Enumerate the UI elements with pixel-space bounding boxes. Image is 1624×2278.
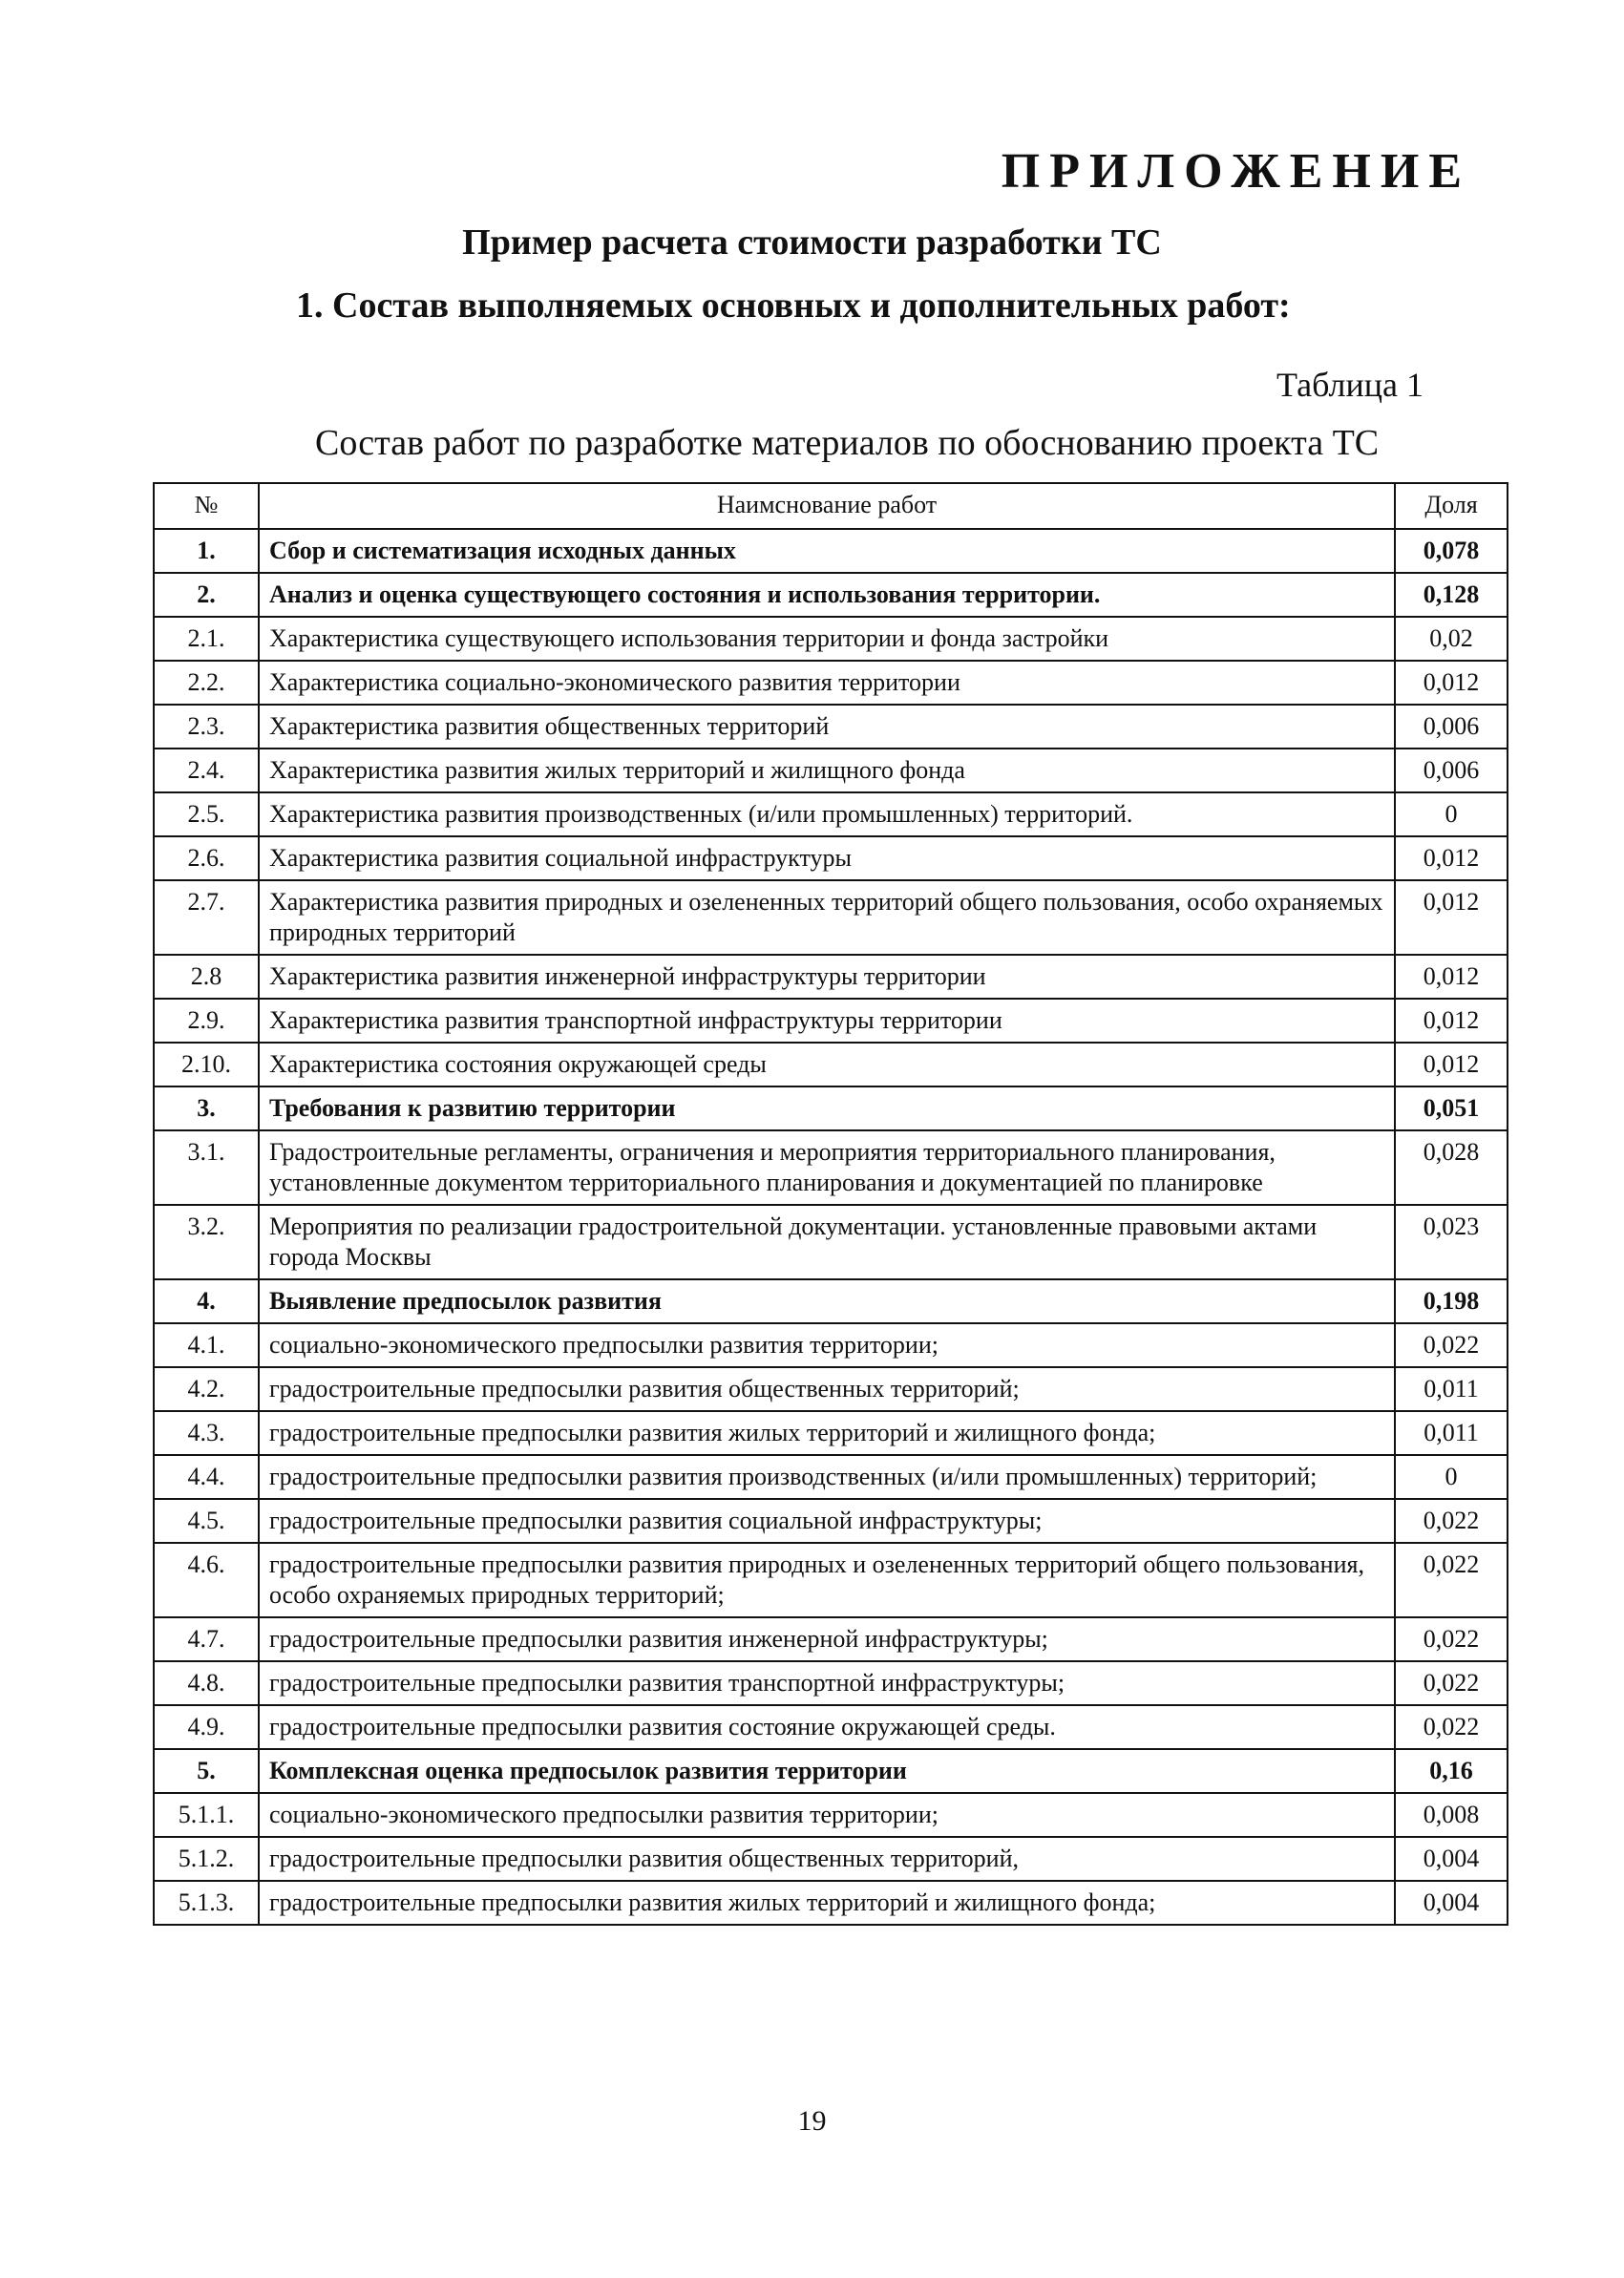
table-row [154, 1793, 1508, 1837]
row-share-cell: 0,022 [1395, 1661, 1508, 1705]
row-number-cell: 5. [154, 1749, 259, 1793]
row-name-cell: Характеристика развития производственных (и/или промышленных) территорий. [259, 792, 1395, 836]
row-share-cell: 0,02 [1395, 617, 1508, 661]
row-name-cell: градостроительные предпосылки развития транспортной инфраструктуры; [259, 1661, 1395, 1705]
table-row [154, 1617, 1508, 1661]
row-name-cell: градостроительные предпосылки развития социальной инфраструктуры; [259, 1499, 1395, 1543]
row-name-cell: Характеристика развития инженерной инфраструктуры территории [259, 955, 1395, 999]
row-share-cell: 0 [1395, 792, 1508, 836]
row-share-cell: 0,022 [1395, 1705, 1508, 1749]
row-name-cell: Градостроительные регламенты, ограничения и мероприятия территориального планирования, установленные документом территориального планирования и документацией по планировке [259, 1130, 1395, 1205]
row-share-cell: 0,022 [1395, 1499, 1508, 1543]
row-number-cell: 5.1.2. [154, 1837, 259, 1881]
row-share-cell: 0,028 [1395, 1130, 1508, 1205]
table-row [154, 1543, 1508, 1617]
page-number: 19 [797, 2105, 827, 2137]
table-row [154, 1279, 1508, 1323]
row-share-cell: 0,012 [1395, 880, 1508, 955]
row-number-cell: 1. [154, 529, 259, 573]
table-row [154, 1499, 1508, 1543]
table-number: Таблица 1 [1276, 366, 1424, 404]
row-number-cell: 4.5. [154, 1499, 259, 1543]
table-row [154, 529, 1508, 573]
row-name-cell: Характеристика состояния окружающей среды [259, 1043, 1395, 1086]
row-name-cell: Сбор и систематизация исходных данных [259, 529, 1395, 573]
row-name-cell: социально-экономического предпосылки развития территории; [259, 1323, 1395, 1367]
row-name-cell: Характеристика развития общественных территорий [259, 705, 1395, 749]
row-share-cell: 0,198 [1395, 1279, 1508, 1323]
row-name-cell: градостроительные предпосылки развития общественных территорий; [259, 1367, 1395, 1411]
row-number-cell: 4.3. [154, 1411, 259, 1455]
row-number-cell: 2.9. [154, 999, 259, 1043]
row-share-cell: 0,022 [1395, 1543, 1508, 1617]
row-name-cell: Характеристика развития транспортной инфраструктуры территории [259, 999, 1395, 1043]
row-share-cell: 0,022 [1395, 1323, 1508, 1367]
row-name-cell: градостроительные предпосылки развития жилых территорий и жилищного фонда; [259, 1411, 1395, 1455]
table-row [154, 661, 1508, 705]
table-row [154, 749, 1508, 792]
table-row [154, 1881, 1508, 1925]
table-row [154, 1411, 1508, 1455]
row-number-cell: 5.1.1. [154, 1793, 259, 1837]
row-share-cell: 0,004 [1395, 1881, 1508, 1925]
table-row [154, 1837, 1508, 1881]
row-share-cell: 0,006 [1395, 705, 1508, 749]
table-row [154, 1205, 1508, 1279]
table-row [154, 880, 1508, 955]
row-number-cell: 4.4. [154, 1455, 259, 1499]
table-row [154, 1130, 1508, 1205]
row-share-cell: 0,078 [1395, 529, 1508, 573]
table-row [154, 705, 1508, 749]
column-header-number: № [154, 483, 259, 529]
table-row [154, 1043, 1508, 1086]
table-row [154, 573, 1508, 617]
column-header-name: Наимснование работ [259, 483, 1395, 529]
row-share-cell: 0,012 [1395, 999, 1508, 1043]
row-name-cell: градостроительные предпосылки развития общественных территорий, [259, 1837, 1395, 1881]
table-row [154, 1323, 1508, 1367]
table-row [154, 792, 1508, 836]
row-share-cell: 0,012 [1395, 836, 1508, 880]
table-row [154, 1455, 1508, 1499]
row-share-cell: 0,004 [1395, 1837, 1508, 1881]
example-title: Пример расчета стоимости разработки ТС [462, 222, 1162, 263]
row-share-cell: 0,012 [1395, 661, 1508, 705]
row-name-cell: Характеристика развития социальной инфраструктуры [259, 836, 1395, 880]
row-name-cell: Выявление предпосылок развития [259, 1279, 1395, 1323]
row-number-cell: 3.1. [154, 1130, 259, 1205]
row-name-cell: Характеристика существующего использования территории и фонда застройки [259, 617, 1395, 661]
table-row [154, 1661, 1508, 1705]
row-share-cell: 0,128 [1395, 573, 1508, 617]
table-body [154, 529, 1508, 1925]
row-share-cell: 0,012 [1395, 1043, 1508, 1086]
works-table [153, 482, 1508, 1926]
row-number-cell: 2.1. [154, 617, 259, 661]
row-number-cell: 4.6. [154, 1543, 259, 1617]
row-share-cell: 0,008 [1395, 1793, 1508, 1837]
row-share-cell: 0,006 [1395, 749, 1508, 792]
row-number-cell: 2.4. [154, 749, 259, 792]
row-share-cell: 0,16 [1395, 1749, 1508, 1793]
table-row [154, 999, 1508, 1043]
row-name-cell: градостроительные предпосылки развития инженерной инфраструктуры; [259, 1617, 1395, 1661]
row-share-cell: 0 [1395, 1455, 1508, 1499]
row-number-cell: 2.7. [154, 880, 259, 955]
row-name-cell: Мероприятия по реализации градостроительной документации. установленные правовыми актами города Москвы [259, 1205, 1395, 1279]
row-number-cell: 4.7. [154, 1617, 259, 1661]
row-number-cell: 2.2. [154, 661, 259, 705]
table-header-row [154, 483, 1508, 529]
row-name-cell: Комплексная оценка предпосылок развития территории [259, 1749, 1395, 1793]
row-name-cell: Характеристика развития природных и озелененных территорий общего пользования, особо охраняемых природных территорий [259, 880, 1395, 955]
table-row [154, 1749, 1508, 1793]
row-name-cell: Требования к развитию территории [259, 1086, 1395, 1130]
table-row [154, 1705, 1508, 1749]
table-row [154, 617, 1508, 661]
section-title: 1. Состав выполняемых основных и дополнительных работ: [296, 285, 1291, 326]
row-number-cell: 3. [154, 1086, 259, 1130]
row-name-cell: социально-экономического предпосылки развития территории; [259, 1793, 1395, 1837]
row-share-cell: 0,023 [1395, 1205, 1508, 1279]
row-number-cell: 4. [154, 1279, 259, 1323]
row-share-cell: 0,022 [1395, 1617, 1508, 1661]
row-share-cell: 0,011 [1395, 1367, 1508, 1411]
column-header-share: Доля [1395, 483, 1508, 529]
table-caption: Состав работ по разработке материалов по обоснованию проекта ТС [315, 423, 1380, 463]
table-row [154, 1367, 1508, 1411]
table-row [154, 836, 1508, 880]
row-name-cell: градостроительные предпосылки развития состояние окружающей среды. [259, 1705, 1395, 1749]
row-number-cell: 2.5. [154, 792, 259, 836]
row-number-cell: 5.1.3. [154, 1881, 259, 1925]
row-name-cell: Характеристика развития жилых территорий и жилищного фонда [259, 749, 1395, 792]
table-row [154, 955, 1508, 999]
row-name-cell: Анализ и оценка существующего состояния и использования территории. [259, 573, 1395, 617]
row-number-cell: 2.10. [154, 1043, 259, 1086]
row-number-cell: 4.8. [154, 1661, 259, 1705]
appendix-heading: ПРИЛОЖЕНИЕ [1001, 144, 1471, 199]
row-number-cell: 4.1. [154, 1323, 259, 1367]
row-name-cell: градостроительные предпосылки развития природных и озелененных территорий общего пользования, особо охраняемых природных территорий; [259, 1543, 1395, 1617]
row-share-cell: 0,051 [1395, 1086, 1508, 1130]
row-number-cell: 4.9. [154, 1705, 259, 1749]
row-number-cell: 2. [154, 573, 259, 617]
row-number-cell: 2.8 [154, 955, 259, 999]
row-number-cell: 3.2. [154, 1205, 259, 1279]
row-share-cell: 0,012 [1395, 955, 1508, 999]
row-name-cell: градостроительные предпосылки развития жилых территорий и жилищного фонда; [259, 1881, 1395, 1925]
row-number-cell: 2.3. [154, 705, 259, 749]
row-number-cell: 4.2. [154, 1367, 259, 1411]
table-row [154, 1086, 1508, 1130]
row-share-cell: 0,011 [1395, 1411, 1508, 1455]
row-name-cell: градостроительные предпосылки развития производственных (и/или промышленных) территорий; [259, 1455, 1395, 1499]
row-name-cell: Характеристика социально-экономического развития территории [259, 661, 1395, 705]
row-number-cell: 2.6. [154, 836, 259, 880]
